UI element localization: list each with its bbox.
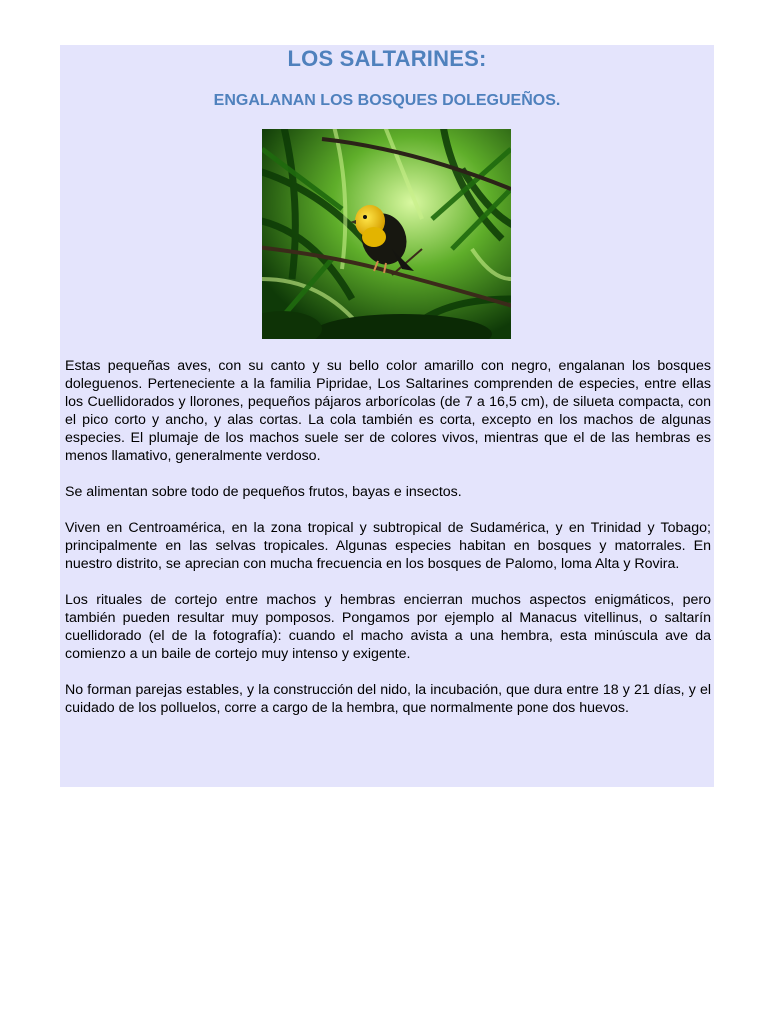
article-body [65,357,711,735]
paragraph: Estas pequeñas aves, con su canto y su bello color amarillo con negro, engalanan los bosques doleguenos. Perteneciente a la familia Pipridae, Los Saltarines comprenden de especies, entre ellas los Cuellidorados y llorones, pequeños pájaros arborícolas (de 7 a 16,5 cm), de silueta compacta, con el pico corto y ancho, y alas cortas. La cola también es corta, excepto en los machos de algunas especies. El plumaje de los machos suele ser de colores vivos, mientras que el de las hembras es menos llamativo, generalmente verdoso. [65,358,711,464]
paragraph: Se alimentan sobre todo de pequeños frutos, bayas e insectos. [65,484,462,500]
paragraph: Los rituales de cortejo entre machos y hembras encierran muchos aspectos enigmáticos, pero también pueden resultar muy pomposos. Pongamos por ejemplo al Manacus vitellinus, o saltarín cuellidorado (el de la fotografía): cuando el macho avista a una hembra, esta minúscula ave da comienzo a un baile de cortejo muy intenso y exigente. [65,592,711,662]
page-title: LOS SALTARINES: [287,46,487,71]
paragraph: No forman parejas estables, y la construcción del nido, la incubación, que dura entre 18 y 21 días, y el cuidado de los polluelos, corre a cargo de la hembra, que normalmente pone dos huevos. [65,682,711,716]
bird-photo [262,129,511,339]
paragraph: Viven en Centroamérica, en la zona tropical y subtropical de Sudamérica, y en Trinidad y Tobago; principalmente en las selvas tropicales. Algunas especies habitan en bosques y matorrales. En nuestro distrito, se aprecian con mucha frecuencia en los bosques de Palomo, loma Alta y Rovira. [65,520,711,572]
page-subtitle: ENGALANAN LOS BOSQUES DOLEGUEÑOS. [213,92,561,109]
article-panel [60,45,714,787]
